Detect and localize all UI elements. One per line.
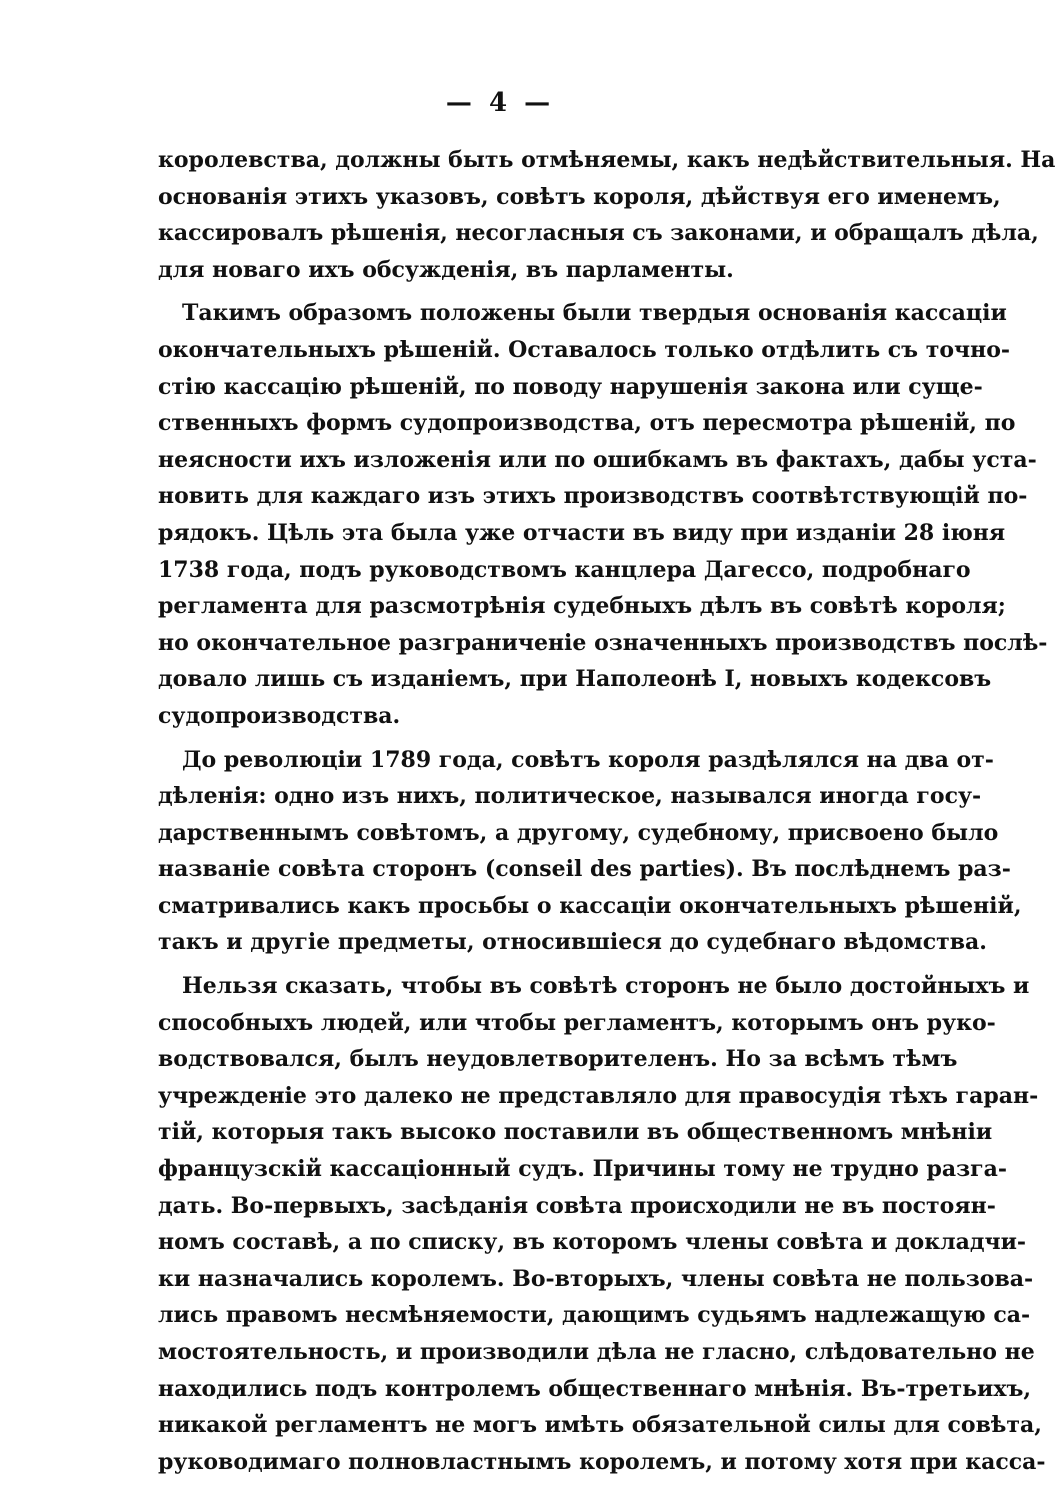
text-line: номъ составѣ, а по списку, въ которомъ члены совѣта и докладчи- [158, 1229, 1027, 1256]
paragraph [158, 142, 1055, 288]
text-line: кассировалъ рѣшенія, несогласныя съ законами, и обращалъ дѣла, [158, 220, 1039, 247]
text-line: Такимъ образомъ положены были твердыя основанія кассаціи [182, 300, 1007, 327]
text-line: королевства, должны быть отмѣняемы, какъ недѣйствительныя. На [158, 147, 1055, 173]
text-line: сматривались какъ просьбы о кассаціи окончательныхъ рѣшеній, [158, 892, 1022, 919]
text-line: судопроизводства. [158, 702, 401, 729]
text-line: дать. Во-первыхъ, засѣданія совѣта происходили не въ постоян- [158, 1192, 996, 1219]
text-line: дѣленія: одно изъ нихъ, политическое, назывался иногда госу- [158, 783, 982, 810]
text-line: названіе совѣта сторонъ (conseil des parties). Въ послѣднемъ раз- [158, 856, 1011, 883]
text-line: но окончательное разграниченіе означенныхъ производствъ послѣ- [158, 629, 1048, 656]
text-line: 1738 года, подъ руководствомъ канцлера Дагессо, подробнаго [158, 556, 971, 583]
text-line: неясности ихъ изложенія или по ошибкамъ въ фактахъ, дабы уста- [158, 446, 1037, 473]
text-line: никакой регламентъ не могъ имѣть обязательной силы для совѣта, [158, 1412, 1042, 1439]
text-line: Нельзя сказать, чтобы въ совѣтѣ сторонъ не было достойныхъ и [182, 973, 1030, 1000]
text-line: стію кассацію рѣшеній, по поводу нарушенія закона или суще- [158, 373, 983, 400]
text-line: основанія этихъ указовъ, совѣтъ короля, дѣйствуя его именемъ, [158, 183, 1001, 210]
paragraph [158, 742, 1022, 962]
page-number: — 4 — [445, 88, 555, 118]
text-line: руководимаго полновластнымъ королемъ, и потому хотя при касса- [158, 1448, 1046, 1475]
text-line: До революціи 1789 года, совѣтъ короля раздѣлялся на два от- [182, 746, 994, 773]
text-line: такъ и другіе предметы, относившіеся до судебнаго вѣдомства. [158, 929, 987, 956]
paragraph [158, 968, 1046, 1480]
body-text [158, 142, 1055, 1487]
text-line: тій, которыя такъ высоко поставили въ общественномъ мнѣніи [158, 1119, 993, 1146]
text-line: новить для каждаго изъ этихъ производствъ соотвѣтствующій по- [158, 483, 1028, 510]
text-line: находились подъ контролемъ общественнаго мнѣнія. Въ-третьихъ, [158, 1375, 1032, 1402]
text-line: ственныхъ формъ судопроизводства, отъ пересмотра рѣшеній, по [158, 410, 1016, 437]
text-line: французскій кассаціонный судъ. Причины тому не трудно разга- [158, 1156, 1007, 1183]
text-line: ки назначались королемъ. Во-вторыхъ, члены совѣта не пользова- [158, 1265, 1034, 1292]
text-line: для новаго ихъ обсужденія, въ парламенты. [158, 256, 734, 283]
text-line: лись правомъ несмѣняемости, дающимъ судьямъ надлежащую са- [158, 1302, 1031, 1329]
text-line: водствовался, былъ неудовлетворителенъ. Но за всѣмъ тѣмъ [158, 1046, 958, 1073]
text-line: регламента для разсмотрѣнія судебныхъ дѣлъ въ совѣтѣ короля; [158, 593, 1006, 620]
text-line: довало лишь съ изданіемъ, при Наполеонѣ I, новыхъ кодексовъ [158, 666, 992, 693]
text-line: учрежденіе это далеко не представляло для правосудія тѣхъ гаран- [158, 1082, 1039, 1109]
text-line: способныхъ людей, или чтобы регламентъ, которымъ онъ руко- [158, 1009, 996, 1036]
text-line: дарственнымъ совѣтомъ, а другому, судебному, присвоено было [158, 819, 999, 846]
text-line: рядокъ. Цѣль эта была уже отчасти въ виду при изданіи 28 іюня [158, 519, 1006, 546]
paragraph [158, 295, 1048, 734]
text-line: окончательныхъ рѣшеній. Оставалось только отдѣлить съ точно- [158, 336, 1011, 363]
text-line: мостоятельность, и производили дѣла не гласно, слѣдовательно не [158, 1339, 1035, 1365]
